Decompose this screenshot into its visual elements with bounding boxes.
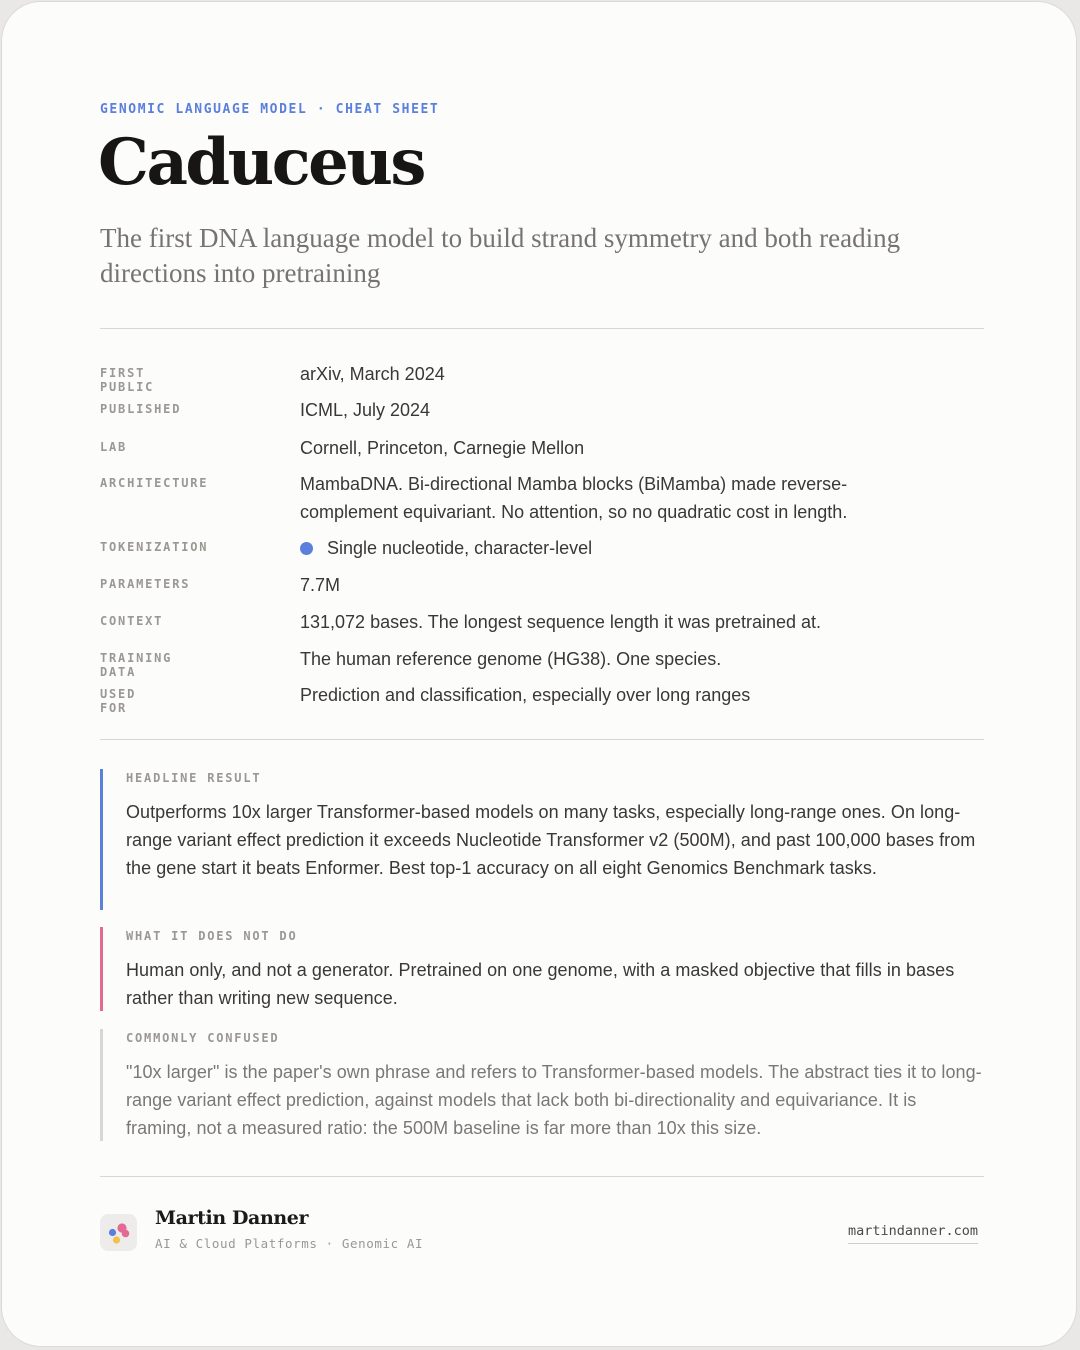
callout-what-it-does-not-do xyxy=(100,927,984,1011)
fact-label: ARCHITECTURE xyxy=(100,476,209,490)
author-name: Martin Danner xyxy=(155,1207,309,1229)
fact-value xyxy=(300,534,940,562)
fact-label: TOKENIZATION xyxy=(100,540,209,554)
divider xyxy=(100,328,984,329)
callout-label: HEADLINE RESULT xyxy=(126,771,262,785)
blue-dot-icon xyxy=(300,542,313,555)
fact-value: Cornell, Princeton, Carnegie Mellon xyxy=(300,438,585,458)
avatar xyxy=(100,1214,137,1251)
fact-label: USED FOR xyxy=(100,687,137,715)
divider xyxy=(100,739,984,740)
kicker: GENOMIC LANGUAGE MODEL · CHEAT SHEET xyxy=(100,102,440,117)
cheat-sheet-card xyxy=(1,1,1077,1347)
callout-body: "10x larger" is the paper's own phrase and refers to Transformer-based models. The abstract ties it to long-range variant effect prediction, against models that lack both bi-directionality and equivariance. It is framing, not a measured ratio: the 500M baseline is far more than 10x this size. xyxy=(126,1062,982,1138)
callout-body: Human only, and not a generator. Pretrained on one genome, with a masked objective that fills in bases rather than writing new sequence. xyxy=(126,960,955,1008)
fact-label: PUBLISHED xyxy=(100,402,182,416)
author-role: AI & Cloud Platforms · Genomic AI xyxy=(155,1236,424,1251)
website-link[interactable]: martindanner.com xyxy=(848,1223,978,1244)
fact-value: ICML, July 2024 xyxy=(300,400,431,420)
fact-label: FIRST PUBLIC xyxy=(100,366,155,394)
callout-body: Outperforms 10x larger Transformer-based models on many tasks, especially long-range ones. On long-range variant effect prediction it exceeds Nucleotide Transformer v2 (500M), and past 100,000 bases from the gene start it beats Enformer. Best top-1 accuracy on all eight Genomics Benchmark tasks. xyxy=(126,802,976,878)
fact-value: Prediction and classification, especially over long ranges xyxy=(300,685,751,705)
fact-value: arXiv, March 2024 xyxy=(300,364,445,384)
fact-value: 7.7M xyxy=(300,575,341,595)
fact-value: The human reference genome (HG38). One species. xyxy=(300,649,722,669)
callout-label: COMMONLY CONFUSED xyxy=(126,1031,280,1045)
fact-label: LAB xyxy=(100,440,128,454)
fact-label: PARAMETERS xyxy=(100,577,191,591)
divider xyxy=(100,1176,984,1177)
fact-value: 131,072 bases. The longest sequence length it was pretrained at. xyxy=(300,612,822,632)
fact-label: TRAINING DATA xyxy=(100,651,173,679)
tokenization-text: Single nucleotide, character-level xyxy=(327,538,593,558)
callout-label: WHAT IT DOES NOT DO xyxy=(126,929,298,943)
page-title: Caduceus xyxy=(98,125,424,200)
callout-commonly-confused xyxy=(100,1029,984,1141)
callout-headline-result xyxy=(100,769,984,910)
fact-value: MambaDNA. Bi-directional Mamba blocks (BiMamba) made reverse-complement equivariant. No attention, so no quadratic cost in length. xyxy=(300,474,848,522)
page-subtitle: The first DNA language model to build strand symmetry and both reading directions into pretraining xyxy=(100,223,901,288)
fact-label: CONTEXT xyxy=(100,614,164,628)
colored-dots-logo-icon xyxy=(100,1214,137,1251)
